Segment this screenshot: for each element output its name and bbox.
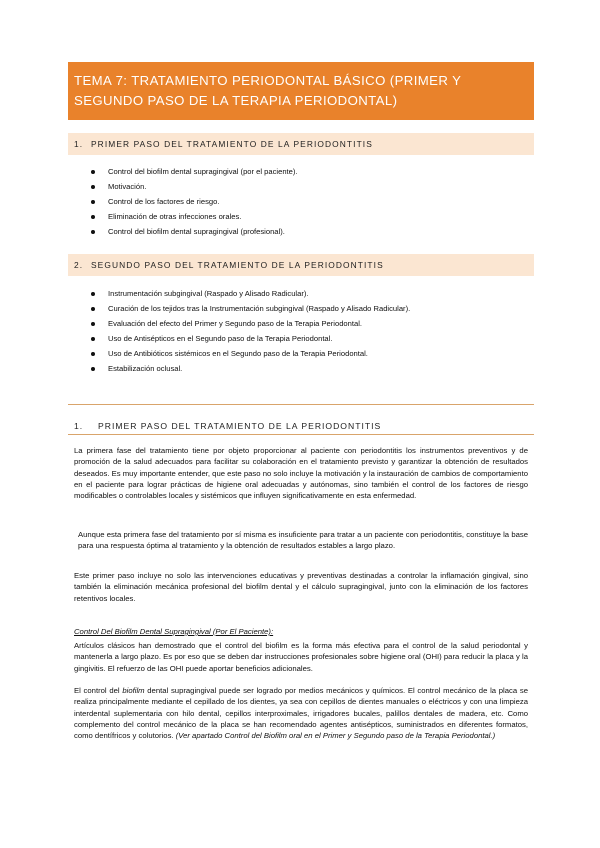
list-item xyxy=(108,182,146,192)
list-item-text: Eliminación de otras infecciones orales. xyxy=(108,212,242,221)
list-item xyxy=(108,334,332,344)
bullet-icon xyxy=(91,185,95,189)
bullet-icon xyxy=(91,322,95,326)
section-number: 2. xyxy=(74,260,84,270)
section-heading-bar xyxy=(68,133,534,155)
section-number: 1. xyxy=(74,421,84,431)
divider xyxy=(68,434,534,435)
list-item-text: Control del biofilm dental supragingival (profesional). xyxy=(108,227,285,236)
list-item-text: Instrumentación subgingival (Raspado y Alisado Radicular). xyxy=(108,289,309,298)
section-heading: PRIMER PASO DEL TRATAMIENTO DE LA PERIODONTITIS xyxy=(91,139,373,149)
list-item xyxy=(108,304,410,314)
section-heading: SEGUNDO PASO DEL TRATAMIENTO DE LA PERIODONTITIS xyxy=(91,260,384,270)
list-item-text: Uso de Antisépticos en el Segundo paso de la Terapia Periodontal. xyxy=(108,334,333,343)
bullet-icon xyxy=(91,200,95,204)
list-item-text: Uso de Antibióticos sistémicos en el Segundo paso de la Terapia Periodontal. xyxy=(108,349,368,358)
bullet-icon xyxy=(91,230,95,234)
list-item xyxy=(108,197,219,207)
section-heading-text: PRIMER PASO DEL TRATAMIENTO DE LA PERIODONTITIS xyxy=(98,421,382,431)
bullet-icon xyxy=(91,352,95,356)
bullet-icon xyxy=(91,367,95,371)
list-item xyxy=(108,319,362,329)
subheading: Control Del Biofilm Dental Supragingival (Por El Paciente): xyxy=(74,627,274,636)
paragraph-text: El control del xyxy=(74,686,123,695)
list-item xyxy=(108,212,241,222)
paragraph-text: dental supragingival puede ser logrado por medios mecánicos y químicos. El control mecánico de la placa se realiza principalmente mediante el cepillado de los dientes, ya sea con cepillos de dientes manuales o eléctricos y con una limpieza interdental suplementaria con hilo dental, cepillos interproximales, irrigadores bucales, palillos dentales de madera, etc. Como complemento del control mecánico de la placa se han recomendado agentes antisépticos, suministrados en diferentes formatos, como dentífricos y colutorios. xyxy=(74,686,528,741)
paragraph: La primera fase del tratamiento tiene por objeto proporcionar al paciente con periodontitis los instrumentos preventivos y de promoción de la salud adecuados para facilitar su colaboración en el tratamiento previsto y garantizar la obtención de resultados deseados. Es muy importante entender, que este paso no solo incluye la motivación y la instauración de cambios de comportamiento en el paciente para lograr prácticas de higiene oral adecuadas y autónomas, sino también el control de los factores de riesgo modificables o controlables locales y sistémicos que influyen significativamente en esta enfermedad. xyxy=(74,446,528,501)
list-item-text: Control del biofilm dental supragingival (por el paciente). xyxy=(108,167,298,176)
divider xyxy=(68,404,534,405)
list-item xyxy=(108,167,298,177)
list-item-text: Evaluación del efecto del Primer y Segundo paso de la Terapia Periodontal. xyxy=(108,319,362,328)
bullet-icon xyxy=(91,292,95,296)
bullet-icon xyxy=(91,307,95,311)
page-title: TEMA 7: TRATAMIENTO PERIODONTAL BÁSICO (PRIMER Y SEGUNDO PASO DE LA TERAPIA PERIODONTAL) xyxy=(68,62,534,120)
bullet-icon xyxy=(91,170,95,174)
bullet-icon xyxy=(91,215,95,219)
list-item-text: Estabilización oclusal. xyxy=(108,364,183,373)
list-item xyxy=(108,364,182,374)
bullet-icon xyxy=(91,337,95,341)
list-item xyxy=(108,289,309,299)
list-item-text: Control de los factores de riesgo. xyxy=(108,197,220,206)
section-heading-bar xyxy=(68,254,534,276)
paragraph: Aunque esta primera fase del tratamiento por sí misma es insuficiente para tratar a un paciente con periodontitis, constituye la base para una respuesta óptima al tratamiento y la obtención de resultados estables a largo plazo. xyxy=(78,530,528,551)
list-item xyxy=(108,227,285,237)
section-number: 1. xyxy=(74,139,84,149)
list-item-text: Curación de los tejidos tras la Instrumentación subgingival (Raspado y Alisado Radicular). xyxy=(108,304,411,313)
paragraph-note: (Ver apartado Control del Biofilm oral en el Primer y Segundo paso de la Terapia Periodontal.) xyxy=(175,731,496,741)
paragraph: Este primer paso incluye no solo las intervenciones educativas y preventivas destinadas a controlar la inflamación gingival, sino también la eliminación mecánica profesional del biofilm dental y el cálculo supragingival, junto con la eliminación de los factores retentivos locales. xyxy=(74,571,528,603)
paragraph-italic-text: biofilm xyxy=(122,686,145,695)
list-item xyxy=(108,349,368,359)
paragraph: Artículos clásicos han demostrado que el control del biofilm es la forma más efectiva para el control de la salud periodontal y mantenerla a largo plazo. Es por eso que se deben dar instrucciones profesionales sobre higiene oral (OHI) para reducir la placa y la gingivitis. El refuerzo de las OHI puede aportar beneficios adicionales. xyxy=(74,641,528,673)
section-heading xyxy=(74,421,381,431)
paragraph xyxy=(74,685,528,741)
list-item-text: Motivación. xyxy=(108,182,147,191)
